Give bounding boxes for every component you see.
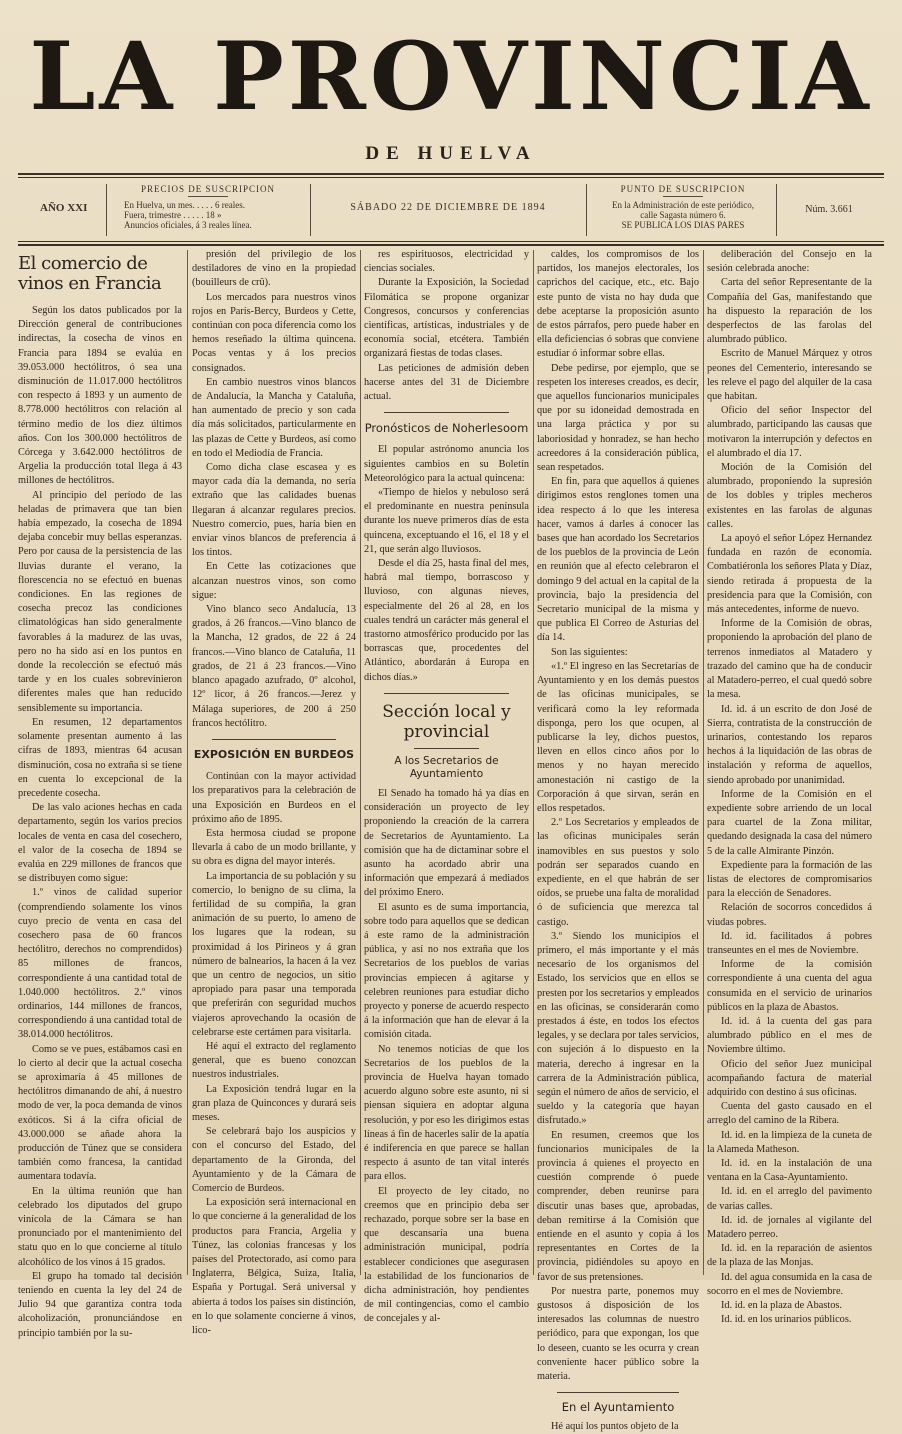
article-paragraph: Como dicha clase escasea y es mayor cada día la demanda, no sería extraño que las calidades buenas llegaran á alcanzar regulares precios. Nuestro comercio, pues, haría bien en enviar vinos blancos de preferencia á los tintos. bbox=[192, 462, 356, 559]
article-paragraph: Al principio del período de las heladas de primavera que tan bien había empezado, la cosecha de 1894 dejaba concebir muy bellas esperanzas. Pero por causa de la persistencia de las lluvias durante el verano, la florescencia no se efectuó en buenas condiciones. En las regiones de cosecha precoz las condiciones climatológicas han sido generalmente favorables á la madurez de las uvas, pero no ha sido así en los puntos en donde la recolección se efectuó más tarde y en los cuales sobrevinieron diferentes males que han reducido sensiblemente su importancia. bbox=[18, 489, 182, 714]
article-paragraph: Vino blanco seco Andalucía, 13 grados, á 26 francos.—Vino blanco de la Mancha, 12 grados, de 22 á 24 francos.—Vino blanco de Cataluña, 11 grados, de 21 á 23 francos.—Vino blanco apagado azufrado, 0º alcohol, 12º licor, á 26 francos.—Jerez y Málaga superiores, de 200 á 250 francos hectólitro. bbox=[192, 604, 356, 729]
article-paragraph: Desde el día 25, hasta final del mes, habrá mal tiempo, borrascoso y lluvioso, con algunas nieves, especialmente del 26 al 28, en los cuales tendrá un carácter más general el trastorno atmosférico producido por las borrascas que, procedentes del Atlántico, abordarán á Europa en dichos días.» bbox=[364, 558, 529, 683]
issue-year: AÑO XXI bbox=[40, 202, 88, 214]
article-separator bbox=[384, 693, 509, 694]
article-paragraph: Id. id. en la plaza de Abastos. bbox=[721, 1300, 842, 1312]
article-paragraph: Id. id. en los urinarios públicos. bbox=[721, 1314, 852, 1326]
column-divider bbox=[360, 250, 361, 1275]
article-paragraph: Como se ve pues, estábamos casi en lo cierto al decir que la actual cosecha se aproximaría á 45 millones de hectólitros dimanando de ahí, á nuestro modo de ver, la poca demanda de vinos exóticos. Si á la cifra oficial de 43.000.000 se añade ahora la producción de Túnez que se considera también como francesa, la cantidad aumentara todavía. bbox=[18, 1043, 182, 1183]
article-separator bbox=[384, 412, 509, 413]
price-line: En Huelva, un mes. . . . . 6 reales. bbox=[124, 200, 245, 210]
article-paragraph: Id. del agua consumida en la casa de socorro en el mes de Noviembre. bbox=[707, 1271, 872, 1297]
article-paragraph: Se celebrará bajo los auspicios y con el concurso del Estado, del departamento de la Gironda, del Ayuntamiento y de la Cámara de Comercio de Burdeos. bbox=[192, 1126, 356, 1194]
subscription-prices bbox=[118, 180, 298, 238]
article-paragraph: Oficio del señor Juez municipal acompañando factura de material adquirido con destino á sus oficinas. bbox=[707, 1058, 872, 1098]
section-heading-local: Sección local y provincial bbox=[382, 701, 511, 742]
article-paragraph: Oficio del señor Inspector del alumbrado, participando las causas que motivaron la interrupción y defectos en el alumbrado el día 17. bbox=[707, 405, 872, 459]
prices-heading: PRECIOS DE SUSCRIPCION bbox=[140, 184, 276, 194]
article-heading-forecasts: Pronósticos de Noherlesoom bbox=[364, 421, 529, 436]
info-bar bbox=[18, 180, 884, 240]
article-paragraph: Informe de la Comisión en el expediente sobre arriendo de un local para cuartel de la Zona militar, quedando designada la casa del número 5 de la calle Almirante Pinzón. bbox=[707, 788, 872, 857]
article-heading-exposition: EXPOSICIÓN EN BURDEOS bbox=[193, 747, 355, 761]
column-divider bbox=[187, 250, 188, 1275]
article-paragraph: Esta hermosa ciudad se propone llevarla á cabo de un modo brillante, y su obra es digna del mayor interés. bbox=[192, 827, 356, 868]
info-divider bbox=[586, 184, 587, 236]
article-paragraph: Moción de la Comisión del alumbrado, proponiendo la supresión de los dobles y triples mecheros existentes en las farolas de algunas calles. bbox=[707, 462, 872, 530]
column-1 bbox=[18, 248, 182, 1339]
masthead-title: LA PROVINCIA bbox=[29, 22, 873, 132]
column-3 bbox=[364, 248, 529, 1325]
column-divider bbox=[533, 250, 534, 1275]
article-paragraph: El grupo ha tomado tal decisión teniendo en cuenta la ley del 24 de Julio 94 que garantiza contra toda alcoholización, pronunciándose en principio también por la su- bbox=[18, 1270, 182, 1339]
price-line: Fuera, trimestre . . . . . 18 » bbox=[124, 210, 222, 220]
article-paragraph: El asunto es de suma importancia, sobre todo para aquellos que se dedican á este ramo de la administración pública, y así no nos extraña que los Secretarios de los pueblos de varias provincias empiecen á agitarse y celebren reuniones para estudiar dicho proyecto y ponerse de acuerdo respecto á la información que han de elevar á la comisión citada. bbox=[364, 901, 529, 1041]
article-paragraph: La exposición será internacional en lo que concierne á la generalidad de los productos para Francia, Argelia y Túnez, las colonias francesas y los países del Protectorado, así como para Inglaterra, Bélgica, Suiza, Italia, España y Portugal. Será universal y abierta á todos los países sin distinción, en lo que solamente concierne á vinos, lico- bbox=[192, 1197, 356, 1337]
punto-heading: PUNTO DE SUSCRIPCION bbox=[620, 184, 746, 194]
article-paragraph: Informe de la comisión correspondiente á una cuenta del agua consumida en el servicio de urinarios públicos en la plaza de Abastos. bbox=[707, 959, 872, 1013]
article-paragraph: Durante la Exposición, la Sociedad Filomática se propone organizar Congresos, concursos y conferencias científicas, artísticas, industriales y de economía social, etcétera. También organizará fiestas de todas clases. bbox=[364, 277, 529, 360]
article-paragraph: 1.º vinos de calidad superior (comprendiendo solamente los vinos cuyo precio de venta en casa del cosechero pasa de 60 francos hectólitro, derechos no comprendidos) 85 millones de francos, correspondiente á una cantidad total de 1.040.000 hectólitros. 2.º vinos ordinarios, 144 millones de francos, correspondiendo á una cantidad total de 38.014.000 hectólitros. bbox=[18, 887, 182, 1041]
punto-line: SE PUBLICA LOS DIAS PARES bbox=[621, 220, 745, 230]
article-paragraph: Hé aquí los puntos objeto de la bbox=[551, 1421, 679, 1433]
article-separator bbox=[414, 748, 479, 749]
article-paragraph: En resumen, creemos que los funcionarios municipales de la provincia á quienes el proyecto en cuestión comprende ó puede comprender, deben reunirse para discutir unas bases que, aprobadas, deban remitirse á la Comisión que entiende en el asunto y copia á los representantes en Cortes de la provincia, pidiéndoles su apoyo en favor de sus pretensiones. bbox=[537, 1129, 699, 1283]
article-heading-city-hall: En el Ayuntamiento bbox=[561, 1400, 675, 1415]
article-paragraph: Expediente para la formación de las listas de electores de compromisarios para la elección de Senadores. bbox=[707, 859, 872, 900]
issue-number: Núm. 3.661 bbox=[805, 204, 853, 215]
column-4 bbox=[537, 248, 699, 1433]
masthead-subtitle: DE HUELVA bbox=[365, 143, 537, 164]
article-paragraph: Id. id. en el arreglo del pavimento de varias calles. bbox=[707, 1186, 872, 1212]
article-paragraph: Relación de socorros concedidos á viudas pobres. bbox=[707, 902, 872, 928]
article-paragraph: presión del privilegio de los destiladores de vino en la propiedad (bouilleurs de crû). bbox=[192, 249, 356, 289]
article-paragraph: En la última reunión que han celebrado los diputados del grupo vinícola de la Cámara se han pronunciado por el mantenimiento del statu quo en lo que concierne al título alcohólico de los vinos á 15 grados. bbox=[18, 1185, 182, 1268]
article-paragraph: Id. id. á la cuenta del gas para alumbrado público en el mes de Noviembre último. bbox=[707, 1015, 872, 1056]
article-paragraph: Escrito de Manuel Márquez y otros peones del Cementerio, interesando se les releve el pago del alquiler de la casa que habitan. bbox=[707, 348, 872, 403]
article-paragraph: «1.º El ingreso en las Secretarías de Ayuntamiento y en los demás puestos de las oficinas municipales, se verificará como la ley reformada disponga, pero los que ocupen, al publicarse la ley, dichos puestos, lleven en ellos cinco años por lo menos y no hayan merecido amonestación ni castigo de la Corporación á que sirvan, serán en ellos respetados. bbox=[537, 660, 699, 814]
article-paragraph: Continúan con la mayor actividad los preparativos para la celebración de una Exposición en Burdeos en el próximo año de 1895. bbox=[192, 771, 356, 825]
punto-line: calle Sagasta número 6. bbox=[640, 210, 726, 220]
article-paragraph: La Exposición tendrá lugar en la gran plaza de Quinconces y durará seis meses. bbox=[192, 1083, 356, 1123]
article-paragraph: Son las siguientes: bbox=[551, 646, 628, 658]
header-top-rule-thin bbox=[18, 177, 884, 178]
article-paragraph: De las valo aciones hechas en cada departamento, según los varios precios locales de venta en casa del cosechero, el valor de la cosecha de 1894 se evalúa en 229 millones de francos que se distribuyen como sigue: bbox=[18, 802, 182, 885]
article-separator bbox=[212, 739, 336, 740]
issue-date: SÁBADO 22 DE DICIEMBRE DE 1894 bbox=[350, 202, 546, 213]
punto-line: En la Administración de este periódico, bbox=[612, 200, 754, 210]
article-paragraph: Según los datos publicados por la Dirección general de contribuciones indirectas, la cosecha de vinos en Francia para 1894 se evalúa en 39.053.000 hectólitros, ó sea una disminución de 11.017.000 hectólitros con respecto á 1893 y un aumento de 8.778.000 hectólitros con relación al término medio de los diez últimos años. Con los 300.000 hectólitros de Córcega y 3.642.000 hectólitros de Argelia la producción total llega á 43 millones de hectólitros. bbox=[18, 305, 182, 487]
column-2 bbox=[192, 248, 356, 1337]
article-paragraph: 2.º Los Secretarios y empleados de las oficinas municipales serán inamovibles en sus puestos y solo podrán ser separados cuando en expediente, en el que habrán de ser oídos, se pruebe una falta de moralidad ó de suficiencia que merezca tal castigo. bbox=[537, 817, 699, 928]
article-paragraph: Por nuestra parte, ponemos muy gustosos á disposición de los interesados las columnas de nuestro periódico, para que expongan, los que lo deseen, cuanto se les ocurra y crean conveniente hacer público sobre la materia. bbox=[537, 1285, 699, 1383]
article-paragraph: deliberación del Consejo en la sesión celebrada anoche: bbox=[707, 249, 872, 275]
article-separator bbox=[557, 1392, 679, 1393]
article-heading-wine-trade: El comercio de vinos en Francia bbox=[18, 253, 162, 294]
article-paragraph: El proyecto de ley citado, no creemos que en principio deba ser rechazado, porque sobre ser la base en que descansaría una buena administración municipal, podría establecer condiciones que asegurasen la estabilidad de los funcionarios de dicha administración, hoy pendientes de mil contingencias, como el cambio de concejales y al- bbox=[364, 1185, 529, 1325]
header-bottom-rule-thin bbox=[18, 241, 884, 242]
article-paragraph: En Cette las cotizaciones que alcanzan nuestros vinos, son como sigue: bbox=[192, 561, 356, 601]
column-5 bbox=[707, 248, 872, 1326]
article-paragraph: Debe pedirse, por ejemplo, que se respeten los intereses creados, es decir, que aquellos funcionarios municipales que por su idoneidad demostrada en una larga práctica y por su laboriosidad y honradez, se han hecho acreedores á la consideración pública, sean respetados. bbox=[537, 362, 699, 474]
article-paragraph: Id. id. en la limpieza de la cuneta de la Alameda Matheson. bbox=[707, 1129, 872, 1155]
article-paragraph: Hé aquí el extracto del reglamento general, que es bueno conozcan nuestros industriales. bbox=[192, 1040, 356, 1081]
article-paragraph: Id. id. en la reparación de asientos de la plaza de las Monjas. bbox=[707, 1243, 872, 1269]
article-paragraph: El Senado ha tomado há ya días en consideración un proyecto de ley proponiendo la creación de la carrera de Secretarios de Ayuntamiento. La comisión que ha de dictaminar sobre el asunto ha acordado abrir una información que empezará á mediados del próximo Enero. bbox=[364, 787, 529, 899]
info-divider bbox=[776, 184, 777, 236]
header-top-rule bbox=[18, 173, 884, 175]
article-paragraph: Cuenta del gasto causado en el arreglo del camino de la Ribera. bbox=[707, 1101, 872, 1127]
article-paragraph: No tenemos noticias de que los Secretarios de los pueblos de la provincia de Huelva hayan tomado acuerdo alguno sobre este asunto, ni si piensan siquiera en adoptar alguna resolución, y por eso les dirigimos estas líneas á fin de hacerles salir de la apatía é indiferencia en que parece se hallan respecto á asunto de tan vital interés para ellos. bbox=[364, 1043, 529, 1183]
article-paragraph: Id. id. facilitados á pobres transeuntes en el mes de Noviembre. bbox=[707, 930, 872, 956]
article-paragraph: Id. id. en la instalación de una ventana en la Casa-Ayuntamiento. bbox=[707, 1158, 872, 1184]
article-paragraph: Id. id. de jornales al vigilante del Matadero perreo. bbox=[707, 1214, 872, 1241]
article-paragraph: caldes, los compromisos de los partidos, los manejos electorales, los caprichos del cacique, etc., etc. Bajo este punto de vista no hay duda que debe aceptarse la proposición asunto de estos párrafos, pero puede haber en ella deficiencias ó sobras que conviene estudiar ó informar sobre ellas. bbox=[537, 249, 699, 360]
article-heading-secretaries: A los Secretarios de Ayuntamiento bbox=[394, 754, 499, 780]
article-paragraph: Carta del señor Representante de la Compañía del Gas, manifestando que ha dispuesto la reparación de los desperfectos de las farolas del alumbrado público. bbox=[707, 277, 872, 346]
article-paragraph: res espirituosos, electricidad y ciencias sociales. bbox=[364, 249, 529, 275]
header-bottom-rule bbox=[18, 244, 884, 246]
article-paragraph: La apoyó el señor López Hernandez fundada en razón de economía. Combatiéronla los señores Plata y Díaz, siendo retirada á propuesta de la presidencia para que la Comisión, con más antecedentes, informe de nuevo. bbox=[707, 533, 872, 616]
article-paragraph: Las peticiones de admisión deben hacerse antes del 31 de Diciembre actual. bbox=[364, 362, 529, 403]
article-paragraph: 3.º Siendo los municipios el primero, el más importante y el más necesario de los organismos del Estado, los servicios que en ellos se presten por los secretarios y empleados en las oficinas, se considerarán como prestados á éste, en todos los efectos legales, y se declara por tales servicios, con sujeción á lo dispuesto en la materia, derecho á ingresar en la carrera de la Administración pública, según el número de años de servicio, el sueldo y la categoría que hayan disfrutado.» bbox=[537, 930, 699, 1127]
article-paragraph: Informe de la Comisión de obras, proponiendo la aprobación del plano de terrenos inmediatos al Matadero y trazado del camino que ha de conducir al Matadero-perreo, el cual quedó sobre la mesa. bbox=[707, 618, 872, 701]
article-paragraph: En cambio nuestros vinos blancos de Andalucía, la Mancha y Cataluña, han aumentado de precio y son cada día más solicitados, particularmente en las plazas de Cette y Burdeos, así como en todo el Mediodía de Francia. bbox=[192, 376, 356, 459]
info-divider bbox=[310, 184, 311, 236]
article-paragraph: Los mercados para nuestros vinos rojos en París-Bercy, Burdeos y Cette, continúan con poca diferencia como los hemos reseñado la última quincena. Pocas ventas y á los precios consignados. bbox=[192, 291, 356, 374]
subscription-point bbox=[598, 180, 768, 238]
info-divider bbox=[106, 184, 107, 236]
column-divider bbox=[703, 250, 704, 1275]
article-paragraph: La importancia de su población y su comercio, lo benigno de su clima, la fertilidad de su compiña, la gran animación de su puerto, lo ameno de los lugares que la rodean, su proximidad á los Pirineos y á gran número de balnearios, la hacen á la vez que un centro de negocios, un sitio apropiado para pasar una temporada que preferirán con seguridad muchos viajeros aprovechando la ocasión de celebrarse este certámen para visitarla. bbox=[192, 870, 356, 1038]
article-paragraph: «Tiempo de hielos y nebuloso será el predominante en nuestra península durante los nueve primeros días de esta quincena, exceptuando el 16, el 18 y el 21, que serán algo lluviosos. bbox=[364, 487, 529, 555]
article-paragraph: En fin, para que aquellos á quienes dirigimos estos renglones tomen una idea respecto á lo que les interesa hacer, vamos á darles á conocer las bases que han acordado los Secretarios de los pueblos de la provincia de León en reunión que al efecto celebraron el domingo 9 del actual en la capital de la provincia, bajo la presidencia del Secretario municipal de la misma y que publica El Correo de Asturias del día 14. bbox=[537, 476, 699, 644]
article-paragraph: En resumen, 12 departamentos solamente presentan aumento á las cifras de 1893, mientras 64 acusan disminución, cosa no extraña si se tiene en cuenta lo excepcional de la precedente cosecha. bbox=[18, 716, 182, 799]
punto-heading-rule bbox=[663, 196, 703, 197]
article-paragraph: El popular astrónomo anuncia los siguientes cambios en su Boletín Meteorológico para la actual quincena: bbox=[364, 444, 529, 484]
article-paragraph: Id. id. á un escrito de don José de Sierra, contratista de la construcción de urinarios, contestando los reparos hechos á la liquidación de las obras de instalación y reforma de aquellos, siendo aprobado por unanimidad. bbox=[707, 703, 872, 786]
price-line: Anuncios oficiales, á 3 reales línea. bbox=[124, 220, 252, 230]
prices-heading-rule bbox=[188, 196, 228, 197]
